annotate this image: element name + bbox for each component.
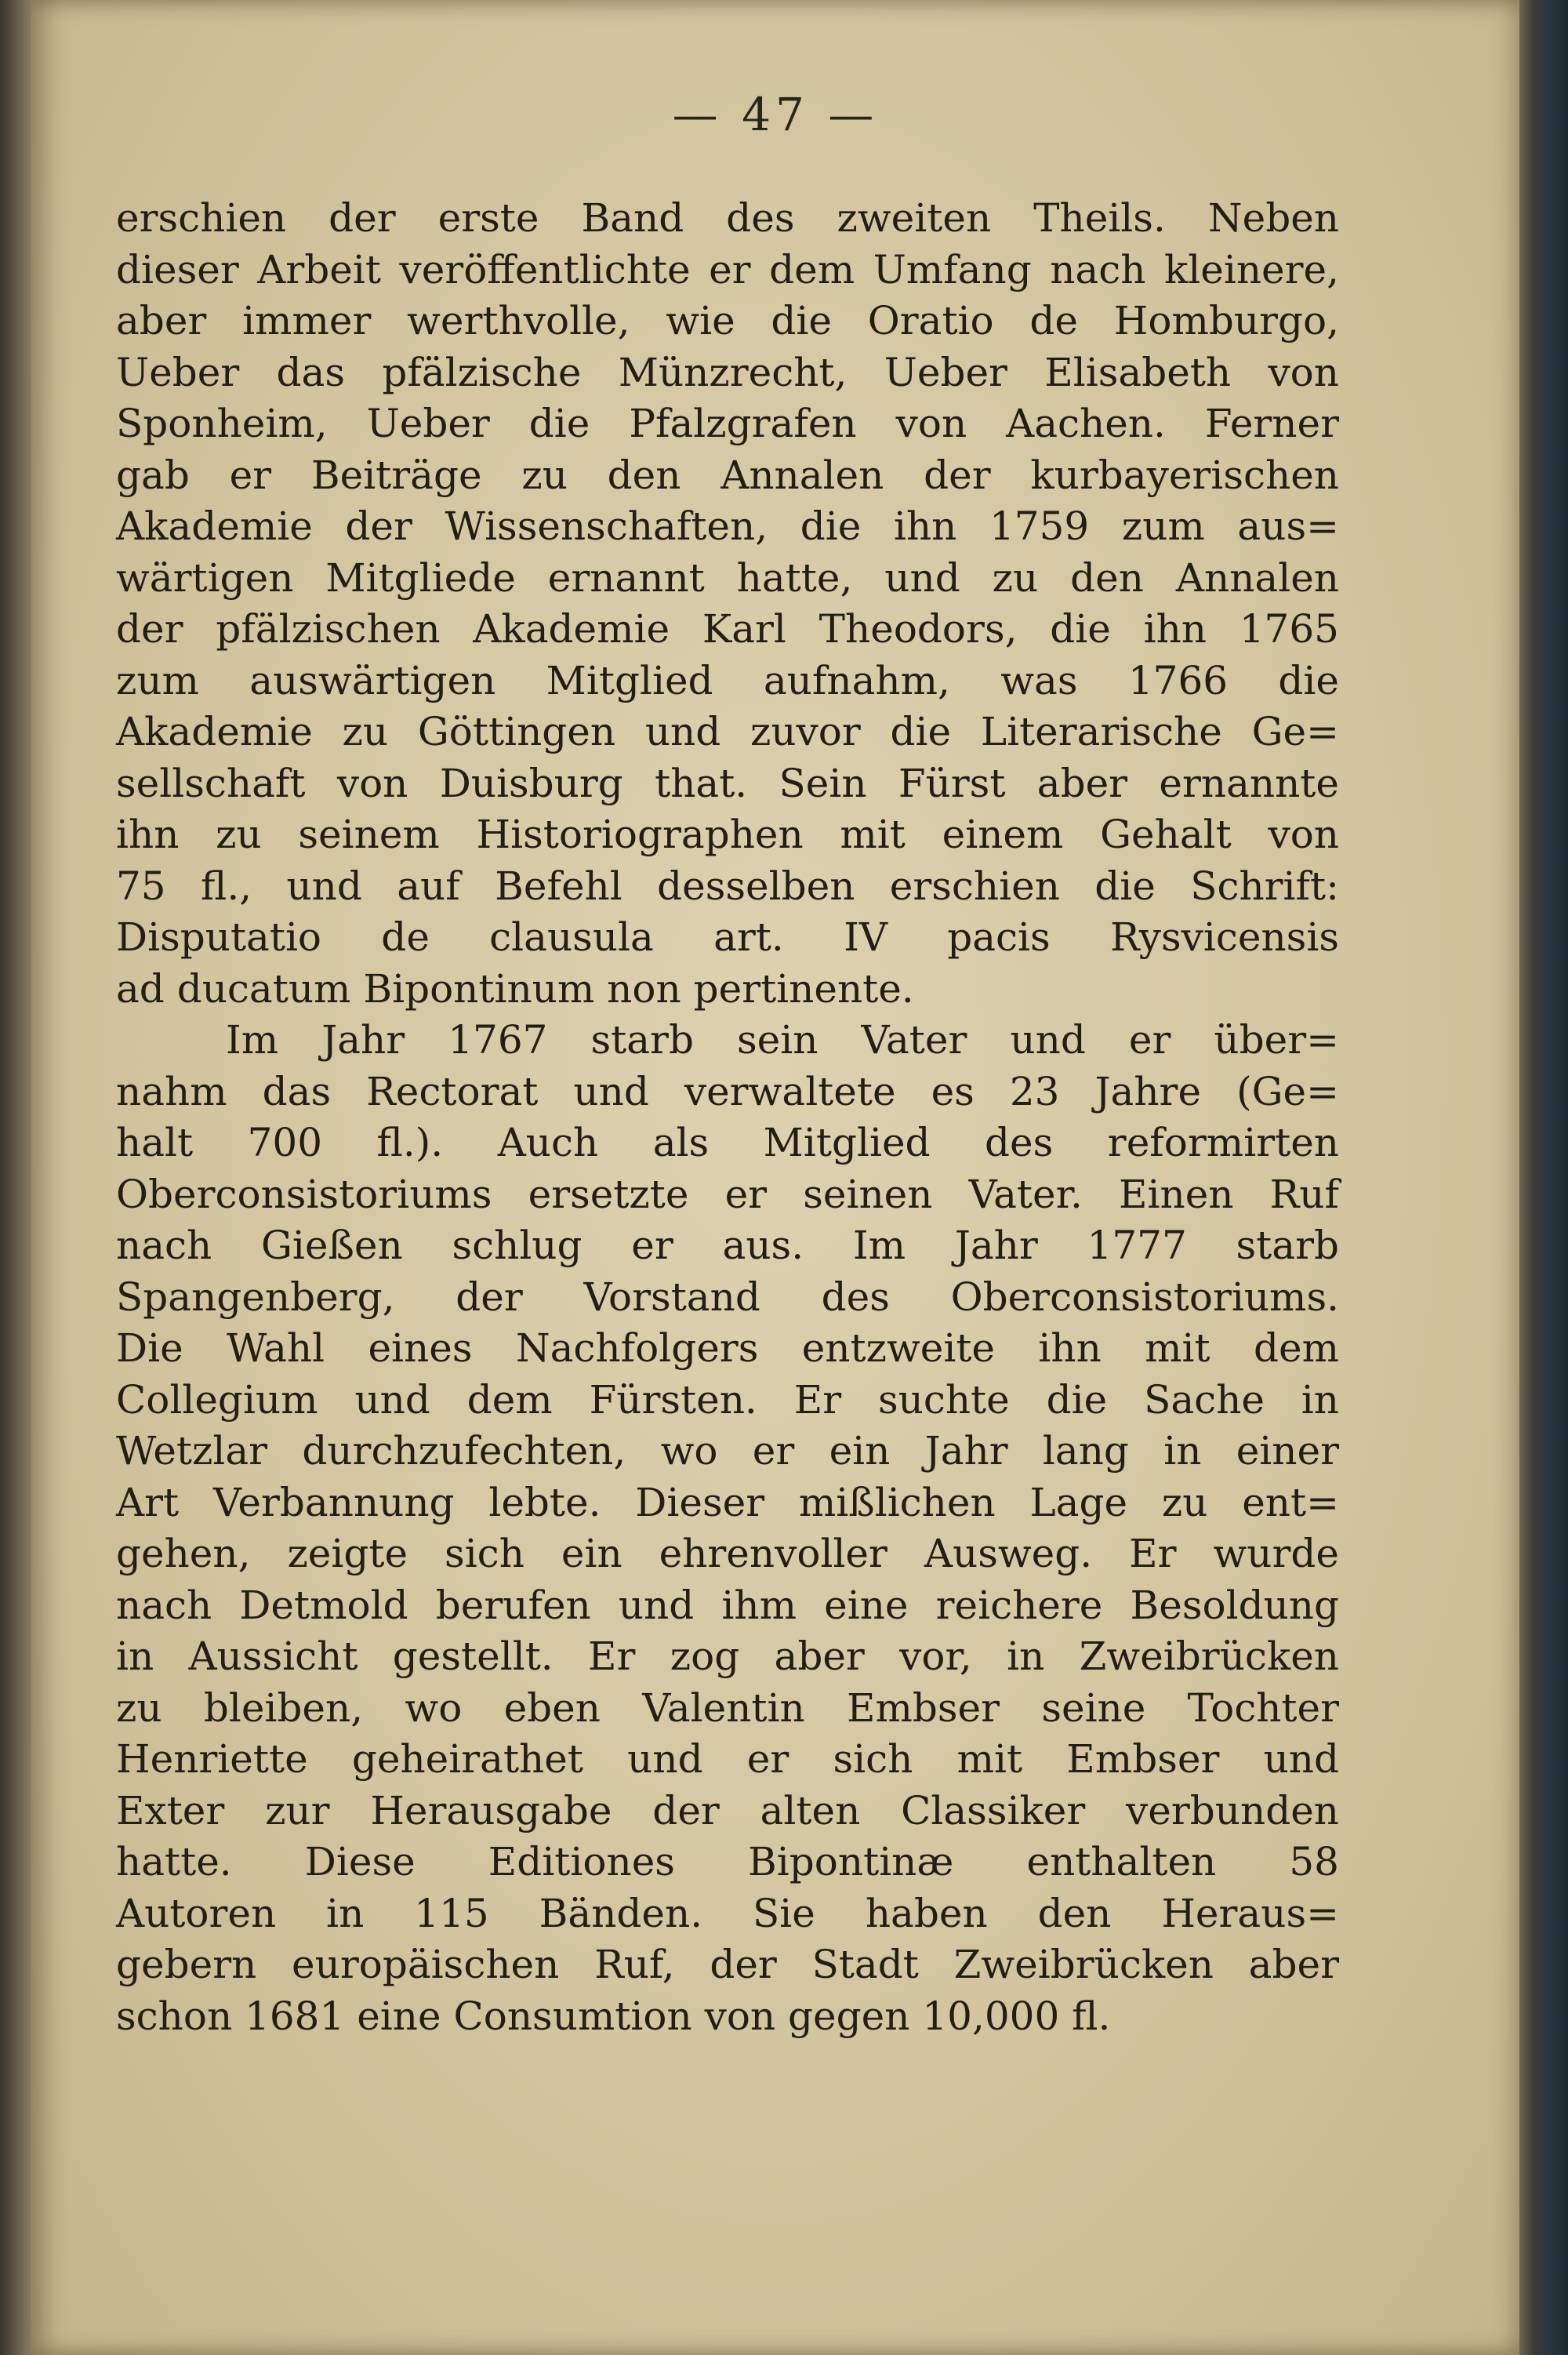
- text-line: nach Detmold berufen und ihm eine reichere Besoldung: [116, 1582, 1339, 1628]
- text-line: nach Gießen schlug er aus. Im Jahr 1777 starb: [116, 1223, 1339, 1268]
- text-line: 75 fl., und auf Befehl desselben erschien die Schrift:: [116, 863, 1339, 909]
- text-line: Akademie der Wissenschaften, die ihn 1759 zum aus=: [116, 503, 1339, 549]
- text-line: Art Verbannung lebte. Dieser mißlichen Lage zu ent=: [116, 1479, 1339, 1525]
- text-line: der pfälzischen Akademie Karl Theodors, die ihn 1765: [116, 606, 1339, 652]
- text-line: in Aussicht gestellt. Er zog aber vor, in Zweibrücken: [116, 1634, 1339, 1679]
- book-page: [31, 0, 1519, 2355]
- text-line: Henriette geheirathet und er sich mit Embser und: [116, 1736, 1339, 1782]
- text-line: aber immer werthvolle, wie die Oratio de Homburgo,: [116, 298, 1339, 343]
- text-line: sellschaft von Duisburg that. Sein Fürst aber ernannte: [116, 760, 1339, 806]
- text-line: Im Jahr 1767 starb sein Vater und er über=: [226, 1017, 1339, 1063]
- text-line: Disputatio de clausula art. IV pacis Rysvicensis: [116, 914, 1339, 960]
- book-edge-right: [1519, 0, 1568, 2355]
- body-text: [116, 193, 1339, 2042]
- text-line: gehen, zeigte sich ein ehrenvoller Ausweg. Er wurde: [116, 1531, 1339, 1576]
- text-line: gab er Beiträge zu den Annalen der kurbayerischen: [116, 452, 1339, 498]
- text-line: zu bleiben, wo eben Valentin Embser seine Tochter: [116, 1684, 1339, 1731]
- text-line: Akademie zu Göttingen und zuvor die Literarische Ge=: [116, 709, 1339, 754]
- text-line: gebern europäischen Ruf, der Stadt Zweibrücken aber: [116, 1942, 1339, 1987]
- book-spine-left: [0, 0, 31, 2355]
- text-line: erschien der erste Band des zweiten Theils. Neben: [116, 195, 1339, 241]
- text-line: Die Wahl eines Nachfolgers entzweite ihn mit dem: [116, 1325, 1339, 1371]
- text-line: ihn zu seinem Historiographen mit einem Gehalt von: [116, 812, 1339, 857]
- text-line: Wetzlar durchzufechten, wo er ein Jahr lang in einer: [116, 1428, 1339, 1474]
- text-line: schon 1681 eine Consumtion von gegen 10,000 fl.: [116, 1993, 1111, 2039]
- text-line: Spangenberg, der Vorstand des Oberconsistoriums.: [116, 1274, 1339, 1320]
- text-line: Ueber das pfälzische Münzrecht, Ueber Elisabeth von: [116, 349, 1339, 395]
- text-line: wärtigen Mitgliede ernannt hatte, und zu den Annalen: [116, 554, 1339, 601]
- text-line: hatte. Diese Editiones Bipontinæ enthalten 58: [116, 1839, 1339, 1884]
- text-line: Oberconsistoriums ersetzte er seinen Vater. Einen Ruf: [116, 1171, 1339, 1217]
- text-line: dieser Arbeit veröffentlichte er dem Umfang nach kleinere,: [116, 246, 1339, 293]
- text-line: Sponheim, Ueber die Pfalzgrafen von Aachen. Ferner: [116, 401, 1339, 446]
- text-line: ad ducatum Bipontinum non pertinente.: [116, 965, 914, 1012]
- page-number: — 47 —: [672, 88, 879, 141]
- text-line: zum auswärtigen Mitglied aufnahm, was 1766 die: [116, 657, 1339, 703]
- text-line: halt 700 fl.). Auch als Mitglied des reformirten: [116, 1120, 1339, 1165]
- text-line: Collegium und dem Fürsten. Er suchte die Sache in: [116, 1376, 1339, 1423]
- text-line: Exter zur Herausgabe der alten Classiker verbunden: [116, 1787, 1339, 1833]
- text-line: nahm das Rectorat und verwaltete es 23 Jahre (Ge=: [116, 1068, 1339, 1114]
- text-line: Autoren in 115 Bänden. Sie haben den Heraus=: [116, 1890, 1339, 1936]
